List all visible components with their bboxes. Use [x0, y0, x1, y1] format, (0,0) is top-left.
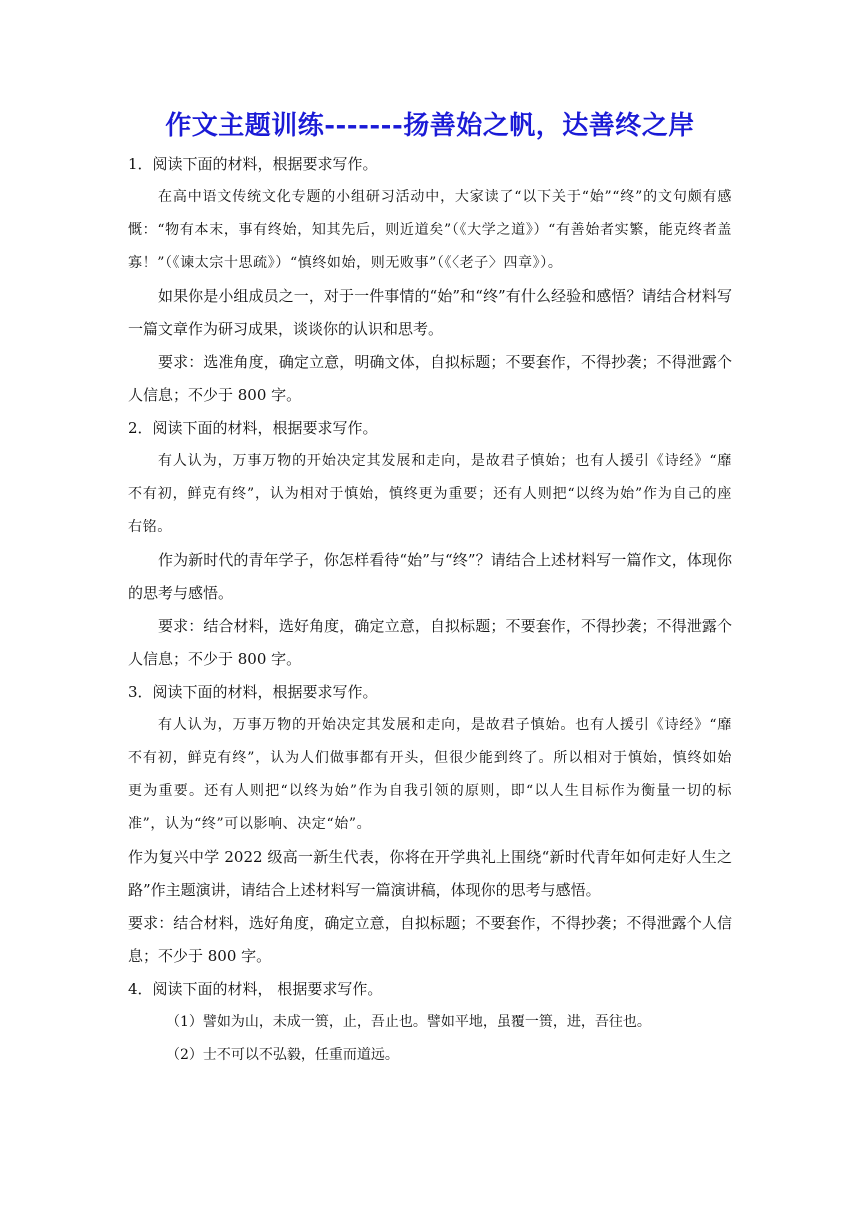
question-heading: 1．阅读下面的材料，根据要求写作。	[128, 155, 378, 173]
question-1	[128, 148, 732, 412]
document-title: 作文主题训练-------扬善始之帆，达善终之岸	[165, 111, 695, 141]
question-requirement: 要求：选准角度，确定立意，明确文体，自拟标题；不要套作，不得抄袭；不得泄露个人信息；不少于 800 字。	[128, 353, 732, 404]
question-heading: 4．阅读下面的材料， 根据要求写作。	[128, 980, 383, 998]
question-requirement: 要求：结合材料，选好角度，确定立意，自拟标题；不要套作，不得抄袭；不得泄露个人信息；不少于 800 字。	[128, 617, 732, 668]
question-item: （1）譬如为山，未成一篑，止，吾止也。譬如平地，虽覆一篑，进，吾往也。	[166, 1014, 651, 1030]
question-3	[128, 676, 732, 973]
question-2	[128, 412, 732, 676]
question-task: 作为复兴中学 2022 级高一新生代表，你将在开学典礼上围绕“新时代青年如何走好人生之路”作主题演讲，请结合上述材料写一篇演讲稿，体现你的思考与感悟。	[128, 848, 732, 899]
question-heading: 2．阅读下面的材料，根据要求写作。	[128, 419, 378, 437]
question-material: 在高中语文传统文化专题的小组研习活动中，大家读了“以下关于“始”“终”的文句颇有感慨：“物有本末，事有终始，知其先后，则近道矣”（《大学之道》）“有善始者实繁，能克终者盖寡！”（《谏太宗十思疏》）“慎终如始，则无败事”（《〈老子〉四章》）。	[128, 189, 732, 271]
question-material: 有人认为，万事万物的开始决定其发展和走向，是故君子慎始；也有人援引《诗经》“靡不有初，鲜克有终”，认为相对于慎始，慎终更为重要；还有人则把“以终为始”作为自己的座右铭。	[128, 453, 732, 535]
document-body	[128, 148, 732, 1072]
question-material: 有人认为，万事万物的开始决定其发展和走向，是故君子慎始。也有人援引《诗经》“靡不有初，鲜克有终”，认为人们做事都有开头，但很少能到终了。所以相对于慎始，慎终如始更为重要。还有人则把“以终为始”作为自我引领的原则，即“以人生目标作为衡量一切的标准”，认为“终”可以影响、决定“始”。	[128, 717, 732, 832]
question-item: （2）士不可以不弘毅，任重而道远。	[166, 1047, 399, 1063]
question-task: 作为新时代的青年学子，你怎样看待“始”与“终”？请结合上述材料写一篇作文，体现你的思考与感悟。	[128, 551, 732, 602]
question-requirement: 要求：结合材料，选好角度，确定立意，自拟标题；不要套作，不得抄袭；不得泄露个人信息；不少于 800 字。	[128, 914, 732, 965]
question-4	[128, 973, 732, 1072]
question-heading: 3．阅读下面的材料，根据要求写作。	[128, 683, 378, 701]
question-task: 如果你是小组成员之一，对于一件事情的“始”和“终”有什么经验和感悟？请结合材料写一篇文章作为研习成果，谈谈你的认识和思考。	[128, 287, 732, 338]
